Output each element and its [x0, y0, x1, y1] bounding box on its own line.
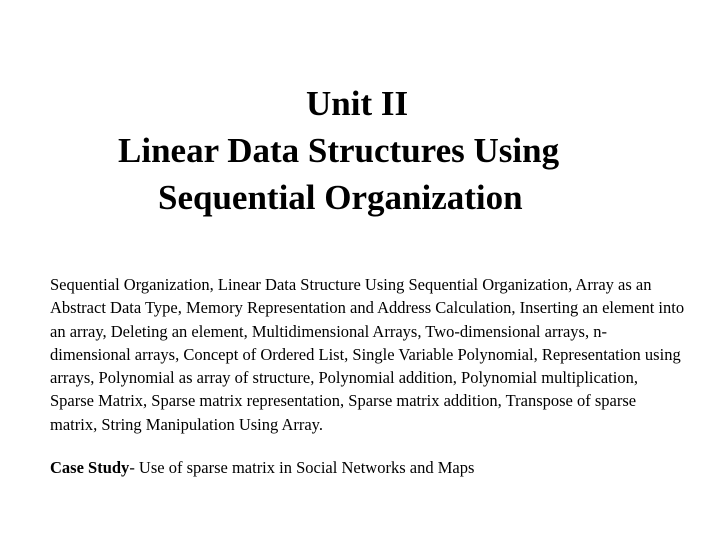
title-line-subtopic: Sequential Organization — [158, 178, 523, 217]
slide-title — [0, 80, 720, 221]
case-study-line — [50, 456, 686, 479]
case-study-label: Case Study — [50, 458, 130, 477]
case-study-text: - Use of sparse matrix in Social Networks and Maps — [129, 458, 475, 477]
title-line-topic: Linear Data Structures Using — [118, 131, 560, 170]
title-line-unit: Unit II — [306, 84, 409, 123]
syllabus-paragraph: Sequential Organization, Linear Data Structure Using Sequential Organization, Array as an Abstract Data Type, Memory Representation and Address Calculation, Inserting an element into an array, Deleting an element, Multidimensional Arrays, Two-dimensional arrays, n- dimensional arrays, Concept of Ordered List, Single Variable Polynomial, Representation using arrays, Polynomial as array of structure, Polynomial addition, Polynomial multiplication, Sparse Matrix, Sparse matrix representation, Sparse matrix addition, Transpose of sparse matrix, String Manipulation Using Array. — [50, 275, 685, 434]
